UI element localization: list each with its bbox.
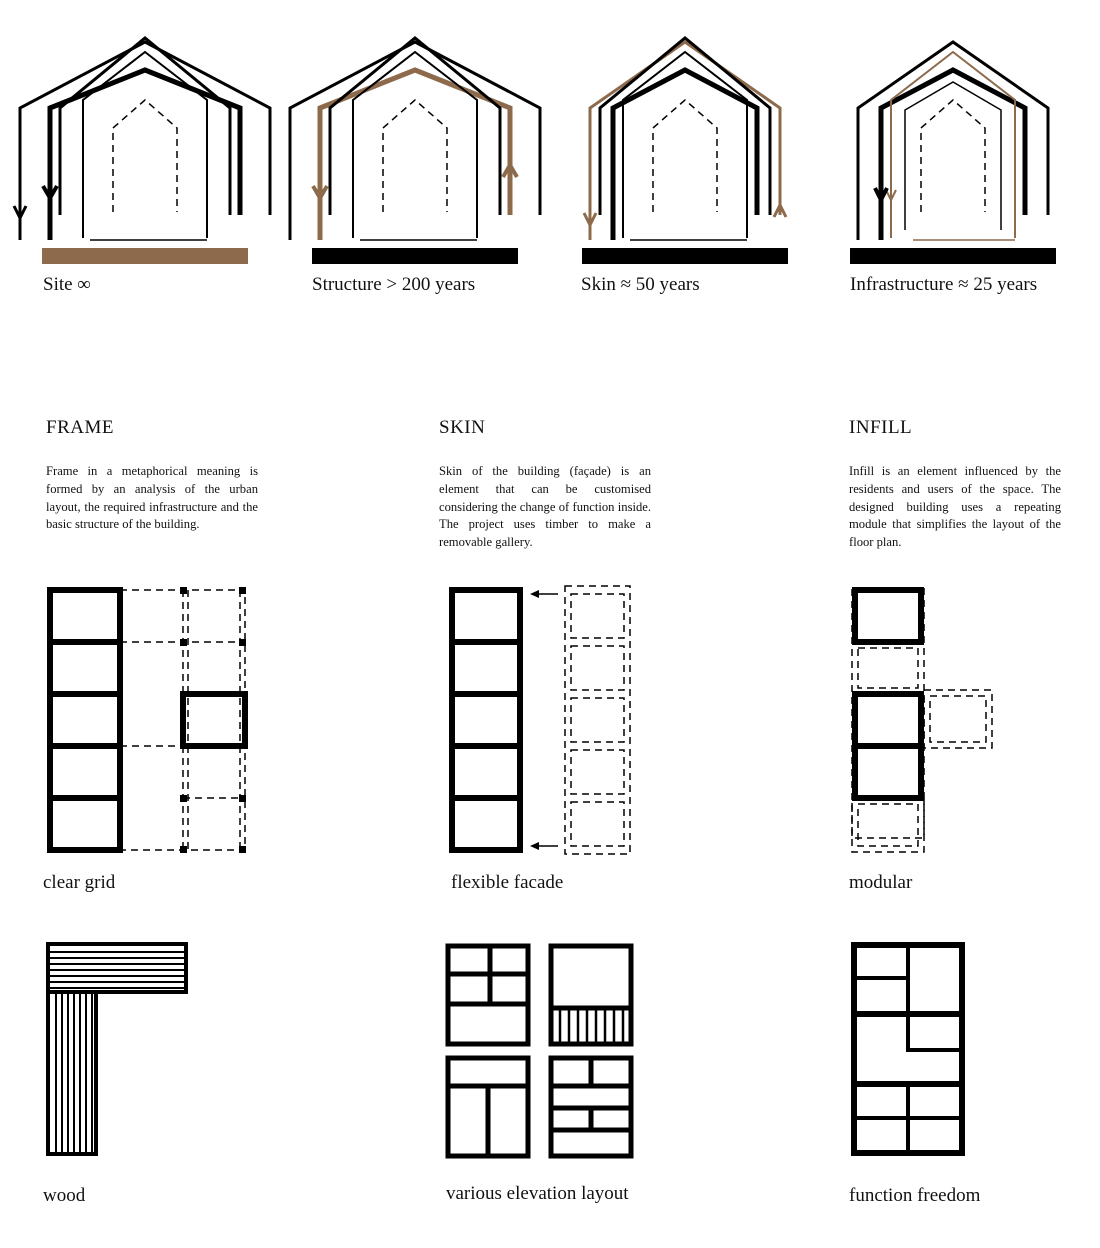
infill-description: Infill is an element influenced by the residents and users of the space. The designed building uses a repeating module that simplifies the layout of the floor plan. <box>849 464 1061 550</box>
structure-label: Structure > 200 years <box>312 274 476 295</box>
clear-grid-caption: clear grid <box>43 872 116 893</box>
frame-description: Frame in a metaphorical meaning is formed by an analysis of the urban layout, the required infrastructure and the basic structure of the building. <box>46 464 258 532</box>
infill-heading: INFILL <box>849 417 913 438</box>
various-elevation-caption: various elevation layout <box>446 1183 629 1204</box>
modular-caption: modular <box>849 872 913 893</box>
site-ground-bar <box>42 248 248 264</box>
house-structure <box>290 38 540 264</box>
skin-heading: SKIN <box>439 417 486 438</box>
infrastructure-label: Infrastructure ≈ 25 years <box>850 274 1038 295</box>
flexible-facade-caption: flexible facade <box>451 872 564 893</box>
house-site <box>14 38 270 264</box>
site-label: Site ∞ <box>43 274 91 295</box>
wood-diagram <box>48 944 186 1154</box>
infrastructure-ground-bar <box>850 248 1056 264</box>
flexible-facade-diagram <box>452 586 630 854</box>
function-freedom-diagram <box>854 945 962 1153</box>
skin-description: Skin of the building (façade) is an element that can be customised considering the change of function inside. The project uses timber to make a removable gallery. <box>439 464 651 550</box>
skin-ground-bar <box>582 248 788 264</box>
various-elevation-diagram <box>448 946 631 1156</box>
house-skin <box>582 38 788 264</box>
house-infrastructure <box>850 42 1056 264</box>
frame-heading: FRAME <box>46 417 114 438</box>
clear-grid-diagram <box>50 587 246 853</box>
function-freedom-caption: function freedom <box>849 1185 981 1206</box>
structure-ground-bar <box>312 248 518 264</box>
skin-label: Skin ≈ 50 years <box>581 274 700 295</box>
wood-caption: wood <box>43 1185 86 1206</box>
modular-diagram <box>852 588 992 852</box>
